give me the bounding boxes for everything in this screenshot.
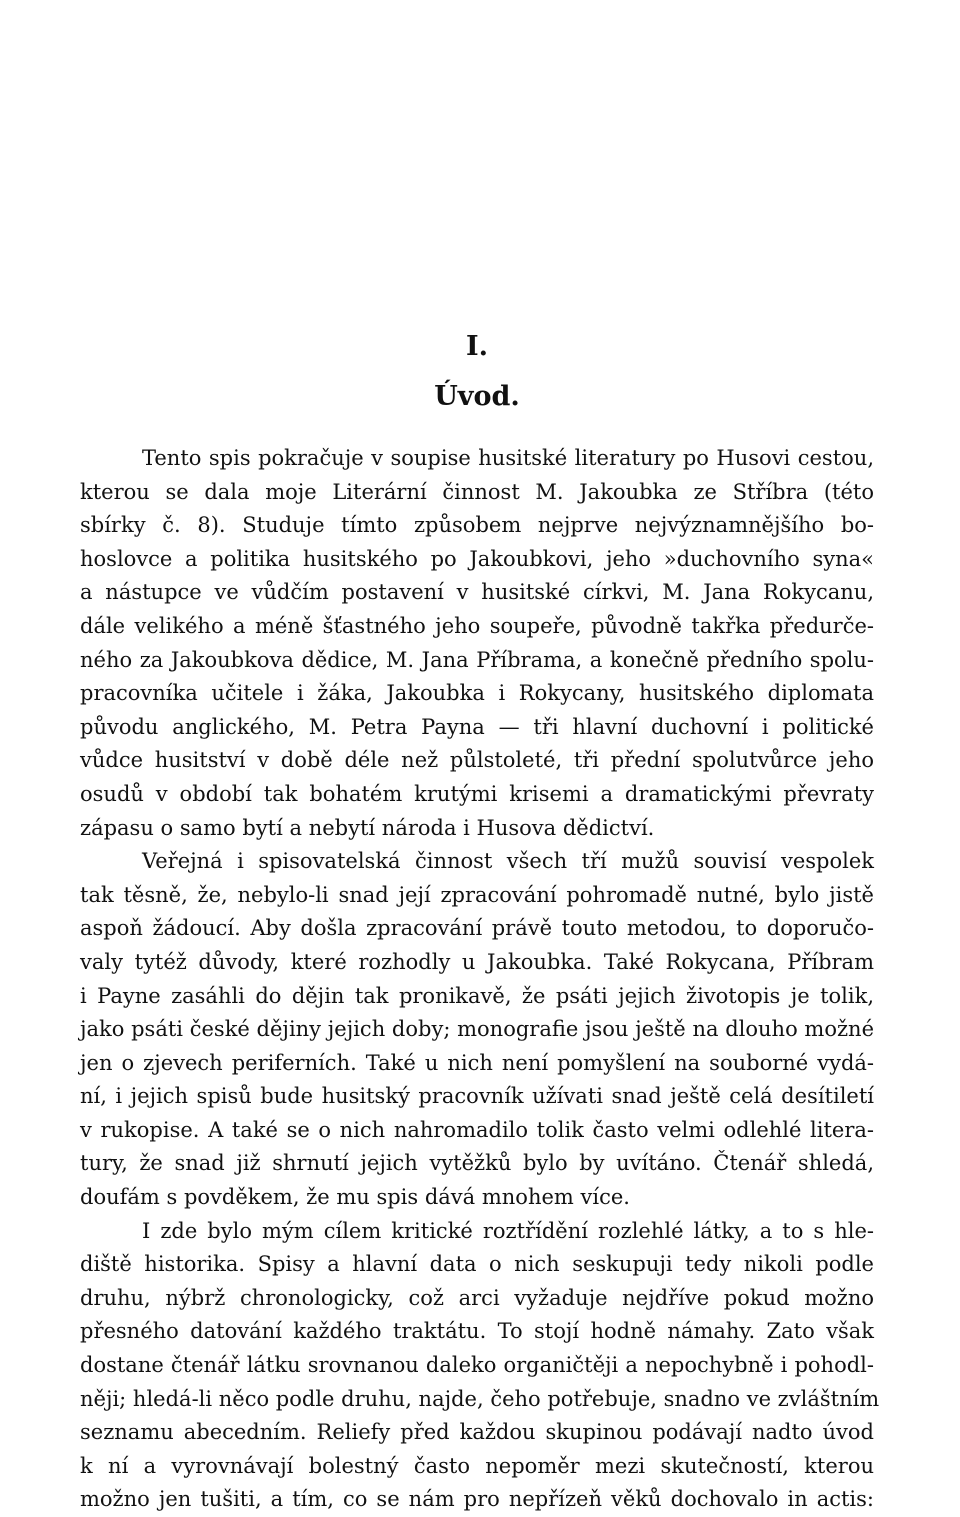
- text-line: něji; hledá-li něco podle druhu, najde, čeho potřebuje, snadno ve zvláštním: [80, 1386, 880, 1411]
- text-line: Tento spis pokračuje v soupise husitské literatury po Husovi cestou,: [142, 446, 874, 470]
- text-line: vůdce husitství v době déle než půlstoleté, tři přední spolutvůrce jeho: [80, 748, 874, 773]
- chapter-title: Úvod.: [434, 381, 520, 412]
- paragraph-2: [80, 845, 874, 1215]
- text-line: valy tytéž důvody, které rozhodly u Jakoubka. Také Rokycana, Příbram: [80, 949, 874, 974]
- text-line: tak těsně, že, nebylo-li snad její zpracování pohromadě nutné, bylo jistě: [80, 882, 874, 907]
- text-line: aspoň žádoucí. Aby došla zpracování právě touto metodou, to doporučo-: [80, 916, 874, 941]
- text-line: a nástupce ve vůdčím postavení v husitské církvi, M. Jana Rokycanu,: [80, 580, 874, 605]
- text-line: zápasu o samo bytí a nebytí národa i Husova dědictví.: [80, 815, 655, 840]
- text-line: I zde bylo mým cílem kritické roztřídění rozlehlé látky, a to s hle-: [142, 1218, 874, 1243]
- text-line: jako psáti české dějiny jejich doby; monografie jsou ještě na dlouho možné: [80, 1017, 874, 1042]
- text-line: přesného datování každého traktátu. To stojí hodně námahy. Zato však: [80, 1319, 874, 1344]
- text-line: k ní a vyrovnávají bolestný často nepoměr mezi skutečností, kterou: [80, 1453, 874, 1478]
- text-line: původu anglického, M. Petra Payna — tři hlavní duchovní i politické: [80, 714, 874, 739]
- text-line: tury, že snad již shrnutí jejich vytěžků bylo by uvítáno. Čtenář shledá,: [80, 1151, 874, 1176]
- document-page: [80, 330, 880, 1517]
- text-line: dále velikého a méně šťastného jeho soupeře, původně takřka předurče-: [80, 613, 874, 638]
- paragraph-3: [80, 1215, 880, 1517]
- text-line: kterou se dala moje Literární činnost M. Jakoubka ze Stříbra (této: [80, 479, 874, 504]
- text-line: seznamu abecedním. Reliefy před každou skupinou podávají nadto úvod: [80, 1420, 874, 1445]
- text-line: dostane čtenář látku srovnanou daleko organičtěji a nepochybně i pohodl-: [80, 1353, 874, 1378]
- text-line: diště historika. Spisy a hlavní data o nich seskupuji tedy nikoli podle: [80, 1252, 874, 1277]
- text-line: jen o zjevech periferních. Také u nich není pomyšlení na souborné vydá-: [80, 1050, 874, 1075]
- text-line: pracovníka učitele i žáka, Jakoubka i Rokycany, husitského diplomata: [80, 681, 874, 706]
- text-line: hoslovce a politika husitského po Jakoubkovi, jeho »duchovního syna«: [80, 546, 874, 571]
- text-line: i Payne zasáhli do dějin tak pronikavě, že psáti jejich životopis je tolik,: [80, 983, 874, 1008]
- paragraph-1: [80, 442, 874, 845]
- text-line: možno jen tušiti, a tím, co se nám pro nepřízeň věků dochovalo in actis:: [80, 1487, 874, 1512]
- text-line: ní, i jejich spisů bude husitský pracovník užívati snad ještě celá desítiletí: [80, 1084, 874, 1109]
- text-line: v rukopise. A také se o nich nahromadilo tolik často velmi odlehlé litera-: [80, 1117, 874, 1142]
- text-line: osudů v období tak bohatém krutými krisemi a dramatickými převraty: [80, 781, 874, 806]
- text-line: sbírky č. 8). Studuje tímto způsobem nejprve nejvýznamnějšího bo-: [80, 513, 874, 538]
- chapter-number: I.: [465, 331, 489, 362]
- text-line: ného za Jakoubkova dědice, M. Jana Příbrama, a konečně předního spolu-: [80, 647, 874, 672]
- text-line: doufám s povděkem, že mu spis dává mnohem více.: [80, 1185, 630, 1210]
- text-line: druhu, nýbrž chronologicky, což arci vyžaduje nejdříve pokud možno: [80, 1285, 874, 1310]
- text-line: Veřejná i spisovatelská činnost všech tří mužů souvisí vespolek: [142, 849, 874, 874]
